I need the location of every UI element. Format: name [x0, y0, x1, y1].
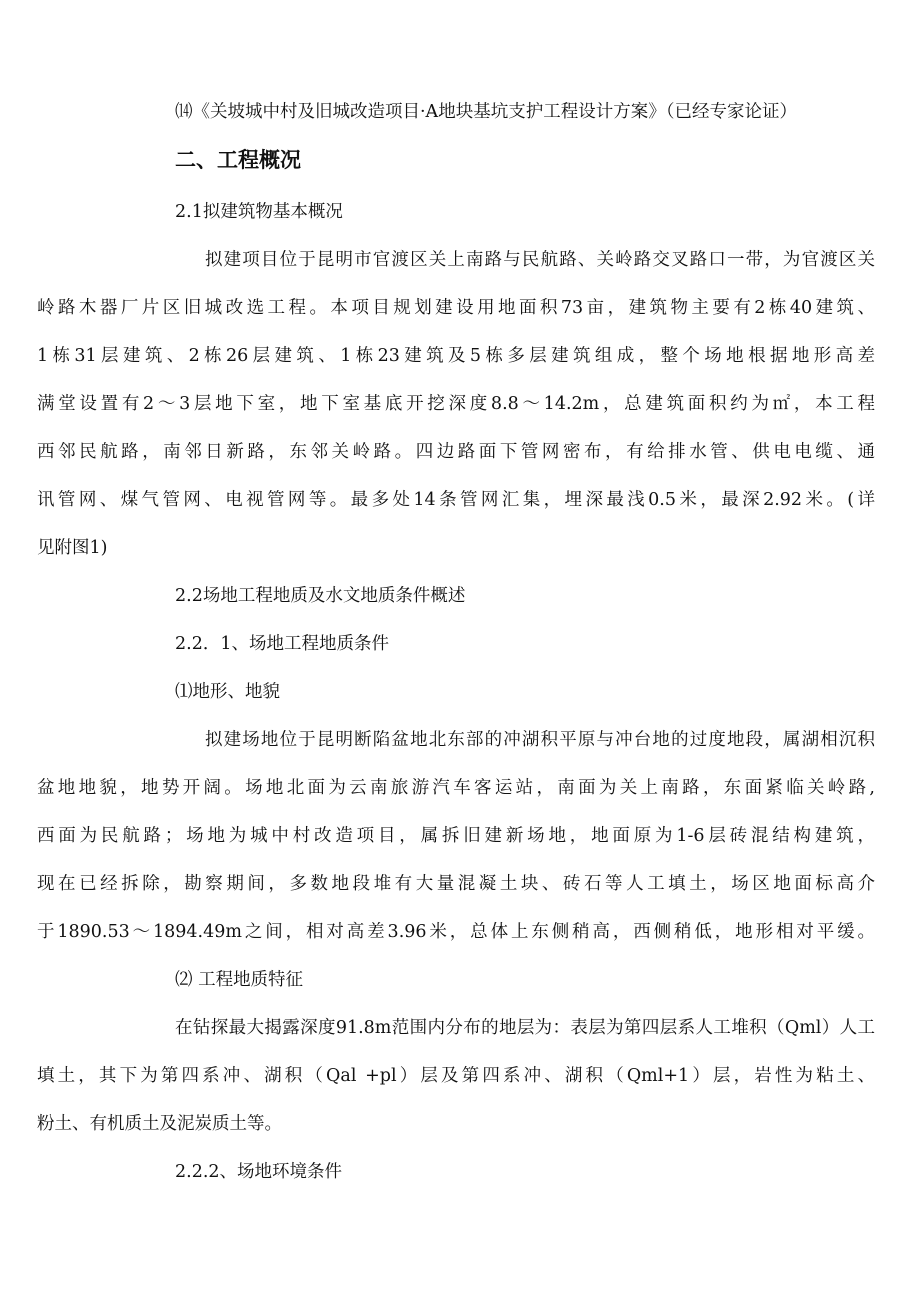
paragraph-2-1-line-3: 1栋31层建筑、2栋26层建筑、1栋23建筑及5栋多层建筑组成，整个场地根据地形高差 — [37, 346, 875, 366]
paragraph-2-1-line-6: 讯管网、煤气管网、电视管网等。最多处14条管网汇集，埋深最浅0.5米，最深2.92米。(详 — [37, 490, 875, 510]
reference-item-14: ⒁《关坡城中村及旧城改造项目·A地块基坑支护工程设计方案》（已经专家论证） — [175, 102, 797, 122]
item-2-line-2: 填土，其下为第四系冲、湖积（Qal +pl）层及第四系冲、湖积（Qml+1）层，岩性为粘土、 — [37, 1066, 875, 1086]
section-title: 二、工程概况 — [175, 147, 301, 172]
item-1-line-3: 西面为民航路；场地为城中村改造项目，属拆旧建新场地，地面原为1-6层砖混结构建筑， — [37, 826, 875, 846]
paragraph-2-1-line-5: 西邻民航路，南邻日新路，东邻关岭路。四边路面下管网密布，有给排水管、供电电缆、通 — [37, 442, 875, 462]
item-1-line-4: 现在已经拆除，勘察期间，多数地段堆有大量混凝土块、砖石等人工填土，场区地面标高介 — [37, 874, 875, 894]
item-1-line-1: 拟建场地位于昆明断陷盆地北东部的冲湖积平原与冲台地的过度地段，属湖相沉积 — [205, 730, 875, 750]
item-1-title: ⑴地形、地貌 — [175, 682, 280, 702]
item-2-line-1: 在钻探最大揭露深度91.8m范围内分布的地层为：表层为第四层系人工堆积（Qml）人工 — [175, 1018, 875, 1038]
item-2-title: ⑵ 工程地质特征 — [175, 970, 304, 990]
item-1-line-5: 于1890.53～1894.49m之间，相对高差3.96米，总体上东侧稍高，西侧稍低，地形相对平缓。 — [37, 922, 875, 942]
subsection-2-2-1-title: 2.2．1、场地工程地质条件 — [175, 634, 389, 654]
subsection-2-2-title: 2.2场地工程地质及水文地质条件概述 — [175, 586, 466, 606]
item-1-line-2: 盆地地貌，地势开阔。场地北面为云南旅游汽车客运站，南面为关上南路，东面紧临关岭路, — [37, 778, 875, 798]
paragraph-2-1-line-1: 拟建项目位于昆明市官渡区关上南路与民航路、关岭路交叉路口一带，为官渡区关 — [205, 250, 875, 270]
subsection-2-1-title: 2.1拟建筑物基本概况 — [175, 202, 343, 222]
subsection-2-2-2-title: 2.2.2、场地环境条件 — [175, 1162, 343, 1182]
paragraph-2-1-line-7: 见附图1) — [37, 538, 108, 558]
item-2-line-3: 粉土、有机质土及泥炭质土等。 — [37, 1114, 282, 1134]
paragraph-2-1-line-2: 岭路木器厂片区旧城改选工程。本项目规划建设用地面积73亩，建筑物主要有2栋40建筑、 — [37, 298, 875, 318]
paragraph-2-1-line-4: 满堂设置有2～3层地下室，地下室基底开挖深度8.8～14.2m，总建筑面积约为㎡，本工程 — [37, 394, 875, 414]
